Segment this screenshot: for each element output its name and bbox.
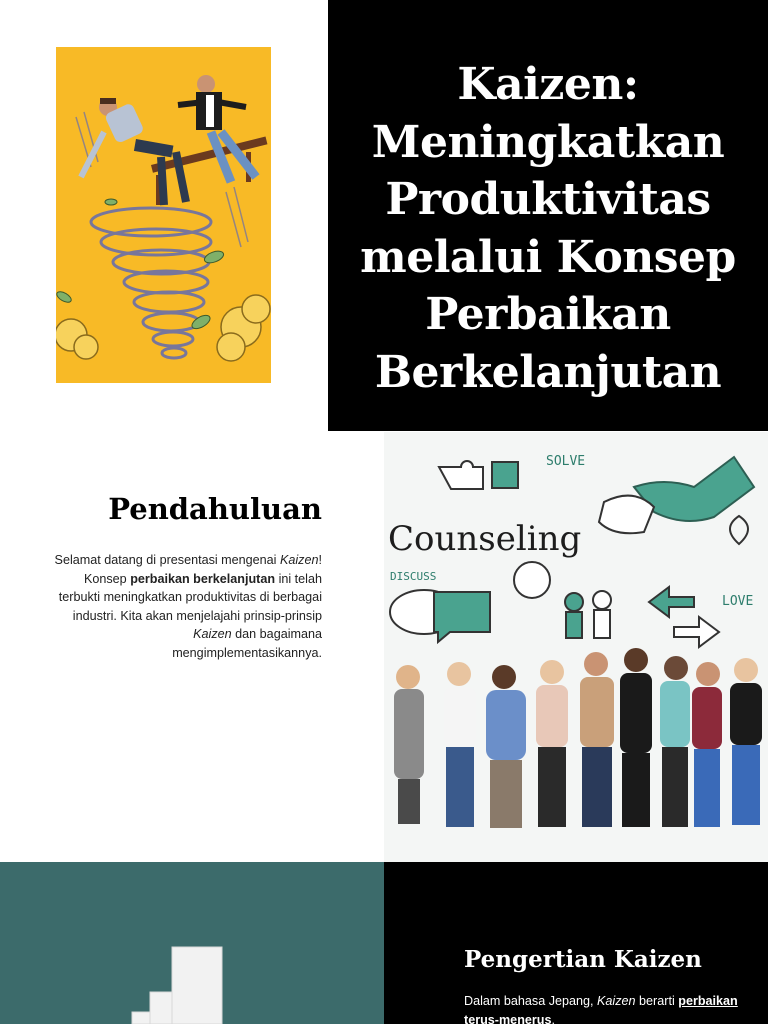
doodle-label-discuss: DISCUSS (390, 570, 437, 583)
office-workers-tornado-image (56, 47, 271, 383)
presentation-title: Kaizen: Meningkatkan Produktivitas melalui Konsep Perbaikan Berkelanjutan (360, 59, 736, 398)
doodle-label-solve: SOLVE (546, 454, 586, 469)
introduction-paragraph: Selamat datang di presentasi mengenai Kaizen! Konsep perbaikan berkelanjutan ini telah terbukti meningkatkan produktivitas di berbagai industri. Kita akan menjelajahi prinsip-prinsip Kaizen dan bagaimana mengimplementasikannya. (54, 553, 322, 660)
building-blocks-photo (0, 862, 384, 1024)
white-blocks-image (0, 862, 384, 1024)
section-heading-pengertian-kaizen: Pengertian Kaizen (464, 946, 702, 973)
definition-panel (384, 862, 768, 1027)
doodle-label-counseling: Counseling (388, 519, 582, 559)
diverse-group-of-people (384, 648, 768, 862)
section-heading-pendahuluan: Pendahuluan (108, 492, 322, 526)
doodle-label-love: LOVE (722, 594, 754, 609)
title-panel (328, 0, 768, 431)
definition-paragraph: Dalam bahasa Jepang, Kaizen berarti perbaikan terus-menerus. (464, 994, 738, 1027)
counseling-group-photo (384, 432, 768, 862)
title-illustration-photo (56, 47, 271, 383)
counseling-doodle-image (384, 432, 768, 862)
